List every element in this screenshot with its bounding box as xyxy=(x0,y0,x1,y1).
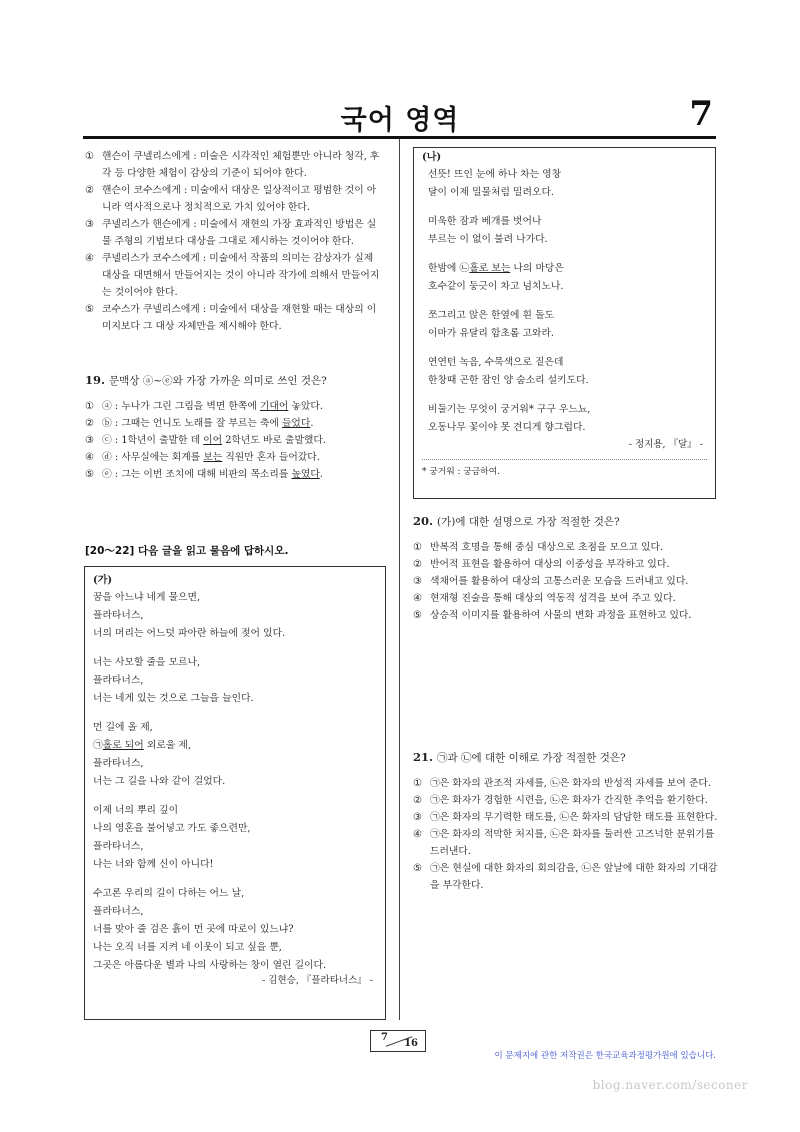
q21-option-3[interactable] xyxy=(413,809,718,826)
option-text: 쿠넬리스가 코수스에게 : 미술에서 작품의 의미는 감상자가 실제 대상을 대면해서 만들어지는 것이 아니라 작가에 의해서 만들어지는 것이어야 한다. xyxy=(102,253,380,298)
option-underlined-word: 들었다 xyxy=(281,418,311,429)
poem-ga-line: 플라타너스, xyxy=(93,841,144,852)
poem-ga-line: 나는 너와 함께 신이 아니다! xyxy=(93,859,214,870)
option-text: 색채어를 활용하여 대상의 고통스러운 모습을 드러내고 있다. xyxy=(430,576,689,587)
poem-na-line: 연연턴 녹음, 수묵색으로 짙은데 xyxy=(428,357,564,368)
q19-option-5[interactable] xyxy=(85,466,385,483)
option-underlined-word: 이어 xyxy=(203,435,223,446)
marker-2: ㉡ xyxy=(459,263,470,274)
option-text: 핸슨이 코수스에게 : 미술에서 대상은 일상적이고 평범한 것이 아니라 역사적으로나 정치적으로 가치 있어야 한다. xyxy=(102,185,377,213)
q21-option-4[interactable] xyxy=(413,826,718,860)
q19-option-1[interactable] xyxy=(85,398,385,415)
option-text: 코수스가 쿠넬리스에게 : 미술에서 대상을 재현할 때는 대상의 이미지보다 그 대상 자체만을 제시해야 한다. xyxy=(102,304,377,332)
option-text: ㉠은 현실에 대한 화자의 회의감을, ㉡은 앞날에 대한 화자의 기대감을 부각한다. xyxy=(430,863,718,891)
option-underlined-word: 보는 xyxy=(203,452,223,463)
q21-option-5[interactable] xyxy=(413,860,718,894)
poem-ga-box xyxy=(84,566,386,1020)
option-text xyxy=(102,449,385,466)
option-number: ① xyxy=(413,778,422,789)
option-text-post: 직원만 혼자 들어갔다. xyxy=(222,452,320,463)
poem-na-line: 이마가 유달리 함초롬 고와라. xyxy=(428,328,555,339)
page-indicator: 7 16 xyxy=(370,1030,426,1052)
q18-option-1[interactable] xyxy=(85,148,385,182)
option-number: ③ xyxy=(413,812,422,823)
copyright-notice: 이 문제지에 관한 저작권은 한국교육과정평가원에 있습니다. xyxy=(494,1051,716,1061)
watermark: blog.naver.com/seconer xyxy=(592,1078,748,1092)
poem-na-line: 달이 이제 밀물처럼 밀려오다. xyxy=(428,187,555,198)
poem-ga-line: 너는 네게 있는 것으로 그늘을 늘인다. xyxy=(93,693,254,704)
option-text-pre: ⓔ : 그는 이번 조치에 대해 비판의 목소리를 xyxy=(102,469,292,480)
underlined-phrase-2: 홀로 보는 xyxy=(469,263,511,274)
column-divider xyxy=(399,139,400,1020)
poem-ga-line: 이제 너의 뿌리 깊이 xyxy=(93,805,179,816)
option-number: ⑤ xyxy=(85,304,94,315)
option-text xyxy=(102,415,385,432)
q20-option-3[interactable] xyxy=(413,573,718,590)
poem-ga-line: 나는 오직 너를 지켜 네 이웃이 되고 싶을 뿐, xyxy=(93,942,282,953)
option-text xyxy=(102,432,385,449)
q20-option-5[interactable] xyxy=(413,607,718,624)
poem-na-line: 호수같이 둥긋이 차고 넘치노나. xyxy=(428,281,564,292)
poem-ga-line: 플라타너스, xyxy=(93,675,144,686)
q19-option-2[interactable] xyxy=(85,415,385,432)
line-rest: 나의 마당은 xyxy=(510,263,564,274)
q20-title: 20. (가)에 대한 설명으로 가장 적절한 것은? xyxy=(413,514,620,528)
page-number-large: 7 xyxy=(689,94,713,134)
poem-ga-line xyxy=(93,737,385,755)
option-text: 반복적 호명을 통해 중심 대상으로 초점을 모으고 있다. xyxy=(430,542,664,553)
q18-option-2[interactable] xyxy=(85,182,385,216)
option-number: ⑤ xyxy=(413,863,422,874)
option-number: ① xyxy=(85,151,94,162)
option-text-post: 놓았다. xyxy=(288,401,323,412)
option-number: ④ xyxy=(85,253,94,264)
line-rest: 외로울 제, xyxy=(143,740,191,751)
poem-na-line: 선뜻! 뜨인 눈에 하나 차는 영창 xyxy=(428,169,562,180)
poem-na-box xyxy=(413,147,716,499)
option-text-post: . xyxy=(310,418,314,429)
q19-block xyxy=(85,372,385,483)
poem-na-line: 비둘기는 무엇이 궁거워* 구구 우느뇨, xyxy=(428,404,591,415)
poem-ga-line: 그곳은 아름다운 별과 나의 사랑하는 창이 열린 길이다. xyxy=(93,960,327,971)
q19-option-3[interactable] xyxy=(85,432,385,449)
poem-ga-line: 너는 사모할 줄을 모르나, xyxy=(93,657,201,668)
poem-na-line: 부르는 이 없이 불려 나가다. xyxy=(428,234,548,245)
option-underlined-word: 높였다 xyxy=(291,469,320,480)
option-text-post: . xyxy=(319,469,323,480)
option-text-post: 2학년도 바로 출발했다. xyxy=(222,435,326,446)
option-number: ③ xyxy=(413,576,422,587)
option-number: ④ xyxy=(413,829,422,840)
poem-ga-line: 너의 머리는 어느덧 파아란 하늘에 젖어 있다. xyxy=(93,628,286,639)
option-underlined-word: 기대어 xyxy=(259,401,289,412)
option-number: ① xyxy=(85,401,94,412)
option-text: ㉠은 화자가 경험한 시련을, ㉡은 화자가 간직한 추억을 환기한다. xyxy=(430,795,708,806)
option-text: 반어적 표현을 활용하여 대상의 이중성을 부각하고 있다. xyxy=(430,559,670,570)
q19-option-4[interactable] xyxy=(85,449,385,466)
q21-options xyxy=(413,775,718,894)
underlined-phrase-1: 홀로 되어 xyxy=(102,740,144,751)
option-text: 핸슨이 쿠넬리스에게 : 미술은 시각적인 체험뿐만 아니라 청각, 후각 등 다양한 체험이 감상의 기준이 되어야 한다. xyxy=(102,151,380,179)
option-number: ② xyxy=(413,559,422,570)
poem-ga-line: 플라타너스, xyxy=(93,758,144,769)
option-number: ⑤ xyxy=(85,469,94,480)
q20-block xyxy=(413,513,718,624)
q20-option-1[interactable] xyxy=(413,539,718,556)
q18-option-5[interactable] xyxy=(85,301,385,335)
option-number: ③ xyxy=(85,219,94,230)
q21-option-2[interactable] xyxy=(413,792,718,809)
option-text xyxy=(102,466,385,483)
option-number: ⑤ xyxy=(413,610,422,621)
poem-ga-line: 플라타너스, xyxy=(93,906,144,917)
poem-na-footnote: * 궁거워 : 궁금하여. xyxy=(422,459,707,479)
option-text-pre: ⓑ : 그때는 언니도 노래를 잘 부르는 축에 xyxy=(102,418,282,429)
option-text: 쿠넬리스가 핸슨에게 : 미술에서 재현의 가장 효과적인 방법은 실물 주형의 기법보다 대상을 그대로 제시하는 것이어야 한다. xyxy=(102,219,377,247)
marker-1: ㉠ xyxy=(93,740,103,751)
option-text-pre: ⓐ : 누나가 그린 그림을 벽면 한쪽에 xyxy=(102,401,260,412)
poem-ga-line: 플라타너스, xyxy=(93,610,144,621)
option-number: ② xyxy=(85,418,94,429)
poem-ga-label: (가) xyxy=(93,575,113,586)
option-text: 현재형 진술을 통해 대상의 역동적 성격을 보여 주고 있다. xyxy=(430,593,676,604)
q20-options xyxy=(413,539,718,624)
q19-title: 19. 문맥상 ⓐ~ⓔ와 가장 가까운 의미로 쓰인 것은? xyxy=(85,373,327,387)
option-text-pre: ⓓ : 사무실에는 회계를 xyxy=(102,452,204,463)
option-number: ④ xyxy=(413,593,422,604)
q18-option-3[interactable] xyxy=(85,216,385,250)
poem-ga-line: 나의 영혼을 불어넣고 가도 좋으련만, xyxy=(93,823,251,834)
poem-ga-source: - 김현승, 『플라타너스』 - xyxy=(262,975,373,986)
q18-option-4[interactable] xyxy=(85,250,385,301)
q18-options xyxy=(85,148,385,335)
poem-ga-line: 너를 맞아 줄 검은 흙이 먼 곳에 따로이 있느냐? xyxy=(93,924,294,935)
q20-option-4[interactable] xyxy=(413,590,718,607)
poem-ga-line: 먼 길에 올 제, xyxy=(93,722,153,733)
poem-ga-line: 수고론 우리의 길이 다하는 어느 날, xyxy=(93,888,245,899)
option-number: ② xyxy=(85,185,94,196)
poem-ga-line: 꿈을 아느냐 네게 물으면, xyxy=(93,592,201,603)
q21-option-1[interactable] xyxy=(413,775,718,792)
line-start: 한밤에 xyxy=(428,263,460,274)
option-text-pre: ⓒ : 1학년이 출발한 데 xyxy=(102,435,204,446)
instruction-20-22: [20～22] 다음 글을 읽고 물음에 답하시오. xyxy=(85,545,289,557)
poem-na-line: 미욱한 잠과 베개를 벗어나 xyxy=(428,216,542,227)
option-text: ㉠은 화자의 적막한 처지를, ㉡은 화자를 둘러싼 고즈넉한 분위기를 드러낸다. xyxy=(430,829,715,857)
poem-na-line: 쪼그리고 앉은 한옆에 흰 돌도 xyxy=(428,310,555,321)
poem-ga-line: 너는 그 길을 나와 같이 걸었다. xyxy=(93,776,226,787)
option-number: ④ xyxy=(85,452,94,463)
q19-options xyxy=(85,398,385,483)
option-number: ② xyxy=(413,795,422,806)
q20-option-2[interactable] xyxy=(413,556,718,573)
poem-na-line: 오동나무 꽃이야 못 견디게 향그럽다. xyxy=(428,422,586,433)
option-text xyxy=(102,398,385,415)
q21-block xyxy=(413,749,718,894)
poem-na-line: 한창때 곤한 잠인 양 숨소리 설키도다. xyxy=(428,375,589,386)
option-text: 상승적 이미지를 활용하여 사물의 변화 과정을 표현하고 있다. xyxy=(430,610,692,621)
option-text: ㉠은 화자의 관조적 자세를, ㉡은 화자의 반성적 자세를 보여 준다. xyxy=(430,778,711,789)
option-number: ① xyxy=(413,542,422,553)
poem-na-line xyxy=(428,260,715,278)
poem-na-source: - 정지용, 『달』 - xyxy=(628,439,703,450)
poem-na-label: (나) xyxy=(422,152,442,163)
section-title: 국어 영역 xyxy=(340,105,460,136)
option-text: ㉠은 화자의 무기력한 태도를, ㉡은 화자의 담담한 태도를 표현한다. xyxy=(430,812,718,823)
q21-title: 21. ㉠과 ㉡에 대한 이해로 가장 적절한 것은? xyxy=(413,750,626,764)
option-number: ③ xyxy=(85,435,94,446)
